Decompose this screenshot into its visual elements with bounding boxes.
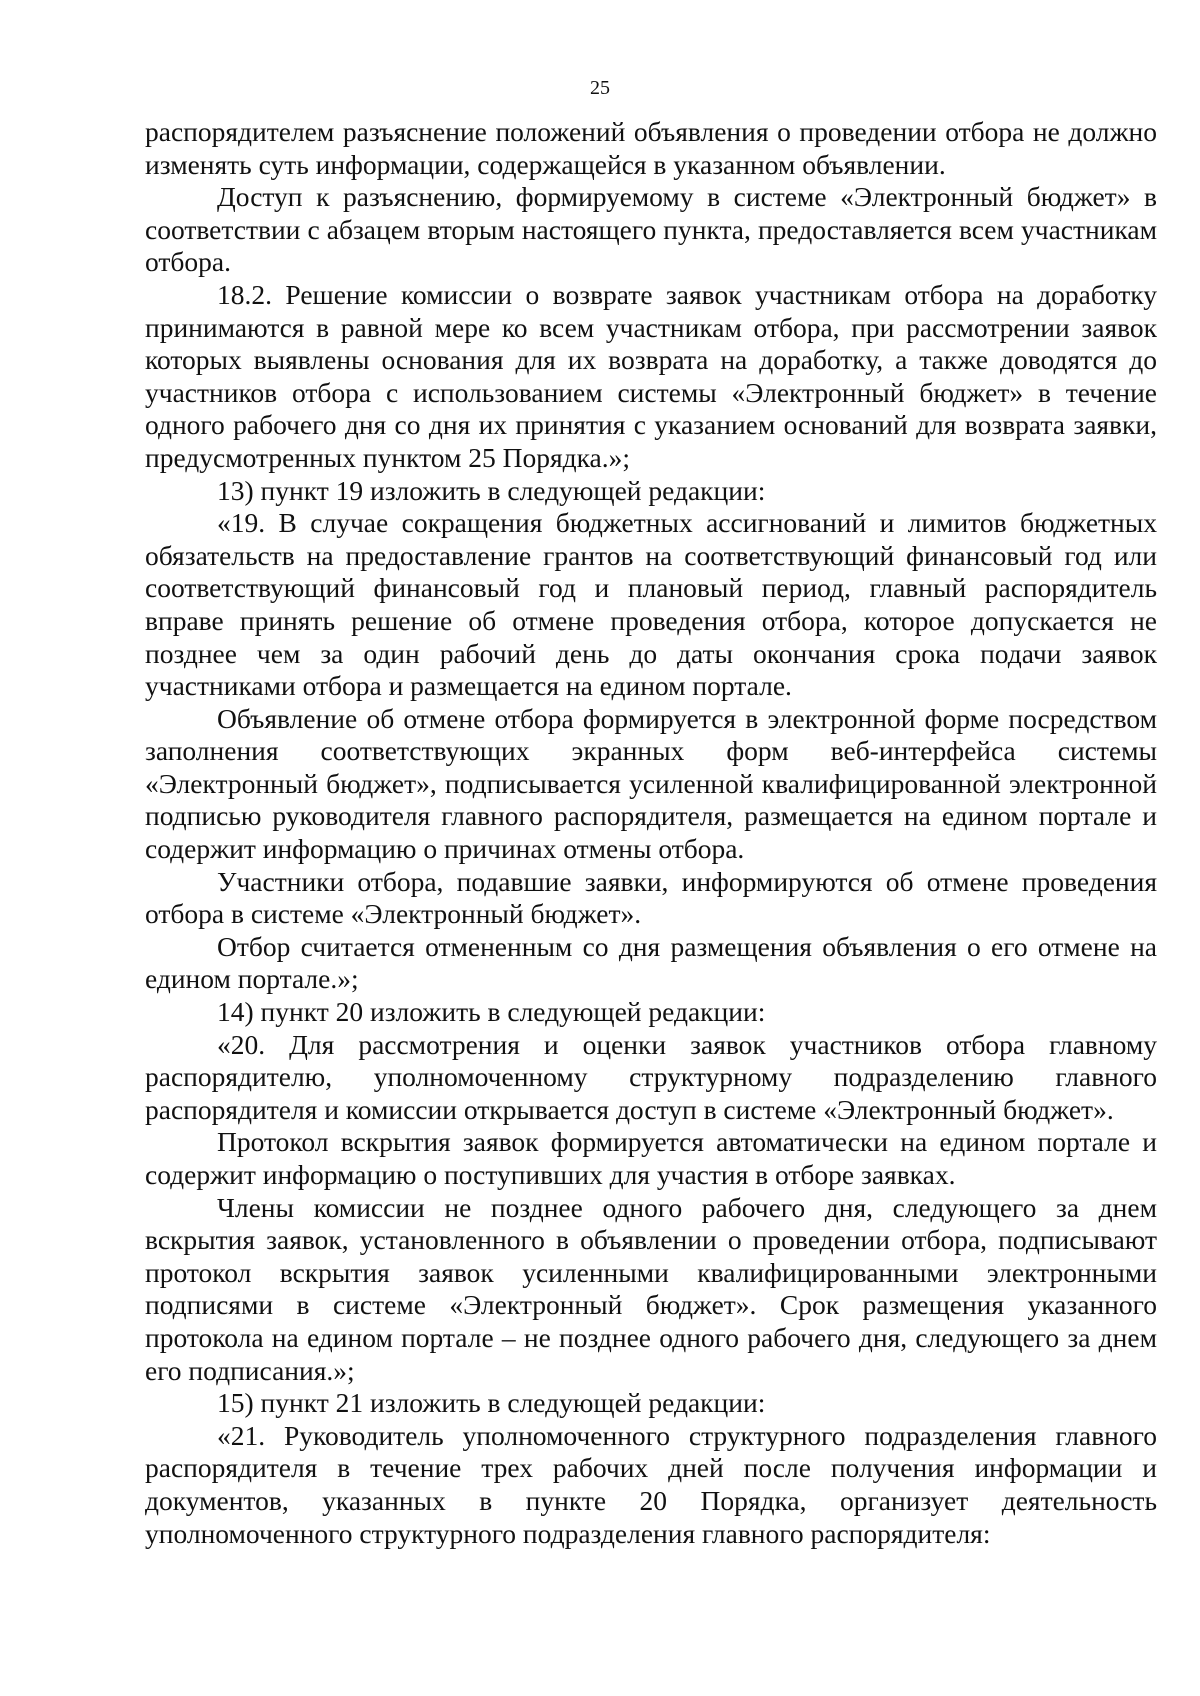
paragraph-participants-informed: Участники отбора, подавшие заявки, информируются об отмене проведения отбора в системе «Электронный бюджет». — [145, 865, 1157, 930]
paragraph-opening-protocol: Протокол вскрытия заявок формируется автоматически на едином портале и содержит информацию о поступивших для участия в отборе заявках. — [145, 1126, 1157, 1190]
paragraph-selection-cancelled: Отбор считается отмененным со дня размещения объявления о его отмене на едином портале.»; — [145, 930, 1157, 995]
document-body — [145, 116, 1157, 1550]
paragraph-20: «20. Для рассмотрения и оценки заявок участников отбора главному распорядителю, уполномоченному структурному подразделению главного распорядителя и комиссии открывается доступ в системе «Электронный бюджет». — [145, 1028, 1157, 1125]
page-number: 25 — [590, 77, 610, 99]
paragraph-access-clarification: Доступ к разъяснению, формируемому в системе «Электронный бюджет» в соответствии с абзацем вторым настоящего пункта, предоставляется всем участникам отбора. — [145, 181, 1157, 278]
paragraph-continuation: распорядителем разъяснение положений объявления о проведении отбора не должно изменять суть информации, содержащейся в указанном объявлении. — [145, 116, 1157, 180]
paragraph-item-15: 15) пункт 21 изложить в следующей редакции: — [217, 1387, 766, 1419]
paragraph-cancel-announcement: Объявление об отмене отбора формируется в электронной форме посредством заполнения соответствующих экранных форм веб-интерфейса системы «Электронный бюджет», подписывается усиленной квалифицированной электронной подписью руководителя главного распорядителя, размещается на едином портале и содержит информацию о причинах отмены отбора. — [145, 702, 1157, 865]
paragraph-commission-members: Члены комиссии не позднее одного рабочего дня, следующего за днем вскрытия заявок, установленного в объявлении о проведении отбора, подписывают протокол вскрытия заявок усиленными квалифицированными электронными подписями в системе «Электронный бюджет». Срок размещения указанного протокола на едином портале – не позднее одного рабочего дня, следующего за днем его подписания.»; — [145, 1191, 1157, 1386]
paragraph-item-14: 14) пункт 20 изложить в следующей редакции: — [217, 996, 766, 1028]
paragraph-21: «21. Руководитель уполномоченного структурного подразделения главного распорядителя в течение трех рабочих дней после получения информации и документов, указанных в пункте 20 Порядка, организует деятельность уполномоченного структурного подразделения главного распорядителя: — [145, 1419, 1157, 1549]
paragraph-18-2: 18.2. Решение комиссии о возврате заявок участникам отбора на доработку принимаются в равной мере ко всем участникам отбора, при рассмотрении заявок которых выявлены основания для их возврата на доработку, а также доводятся до участников отбора с использованием системы «Электронный бюджет» в течение одного рабочего дня со дня их принятия с указанием оснований для возврата заявки, предусмотренных пунктом 25 Порядка.»; — [145, 278, 1157, 473]
paragraph-item-13: 13) пункт 19 изложить в следующей редакции: — [217, 474, 766, 506]
paragraph-19: «19. В случае сокращения бюджетных ассигнований и лимитов бюджетных обязательств на предоставление грантов на соответствующий финансовый год или соответствующий финансовый год и плановый период, главный распорядитель вправе принять решение об отмене проведения отбора, которое допускается не позднее чем за один рабочий день до даты окончания срока подачи заявок участниками отбора и размещается на едином портале. — [145, 507, 1157, 702]
